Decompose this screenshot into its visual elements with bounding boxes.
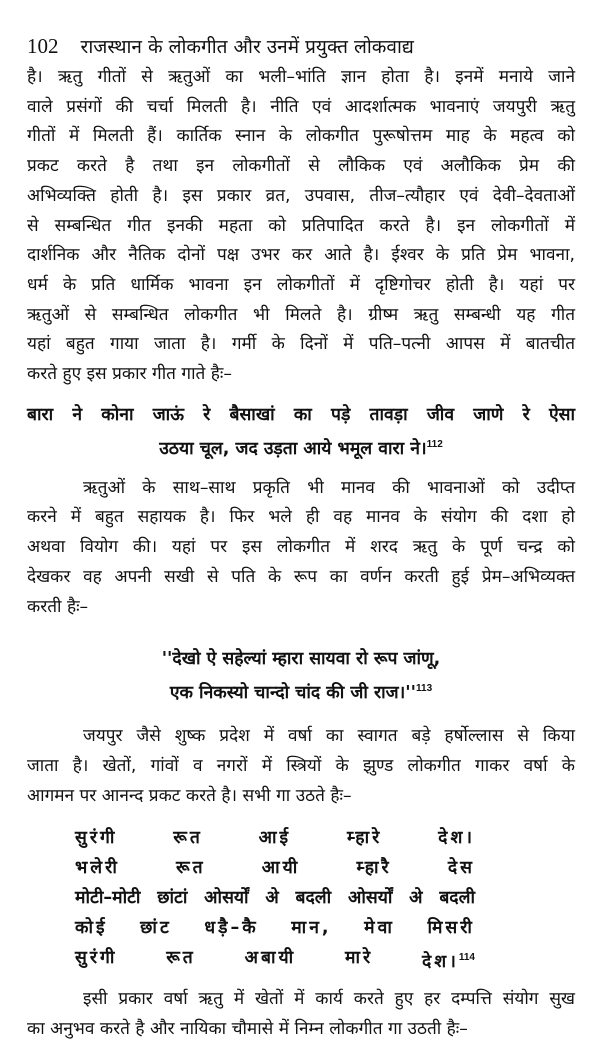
verse-word: सुरंगी (75, 948, 118, 969)
verse-row (75, 913, 475, 943)
footnote-marker: 114 (458, 952, 475, 964)
verse-line-text: उठया चूल, जद उड़ता आये भमूल वारा ने। (159, 438, 427, 459)
verse-line: ''देखो ऐ सहेल्यां म्हारा सायवा रो रूप जांणू, (161, 649, 441, 670)
verse-word: देस (447, 858, 475, 879)
text-line: है। ऋतु गीतों से ऋतुओं का भली–भांति ज्ञान होता है। इनमें मनाये जाने (27, 67, 575, 87)
paragraph-nature-emotions (27, 474, 575, 623)
verse-word: म्हारै (356, 858, 392, 879)
verse-word: मारे (345, 948, 374, 969)
footnote-marker: 113 (416, 683, 433, 695)
text-line: इसी प्रकार वर्षा ऋतु में खेतों में कार्य करते हुए हर दम्पत्ति संयोग सुख (83, 989, 575, 1010)
verse-row (75, 823, 475, 853)
running-title: राजस्थान के लोकगीत और उनमें प्रयुक्त लोकवाद्य (80, 36, 414, 58)
text-line: करती हैः– (27, 596, 89, 617)
verse-word: देश। (422, 952, 459, 973)
verse-rain-song (75, 823, 475, 977)
verse-word: रूत (176, 858, 206, 879)
text-line: ऋतुओं के साथ–साथ प्रकृति भी मानव की भावनाओं को उदीप्त (83, 477, 575, 498)
verse-word: रूत (166, 948, 196, 969)
verse-word: मिसरी (427, 918, 475, 939)
text-line: का अनुभव करते है और नायिका चौमासे में निम्न लोकगीत गा उठती हैः– (27, 1019, 468, 1040)
text-line: करते हुए इस प्रकार गीत गाते हैः– (27, 364, 233, 385)
verse-line-text: एक निकस्यो चान्दो चांद की जी राज।'' (169, 683, 417, 704)
text-line: करने में बहुत सहायक है। फिर भले ही वह मानव के संयोग की दशा हो (27, 507, 575, 528)
text-line: आगमन पर आनन्द प्रकट करते है। सभी गा उठते हैः– (27, 785, 352, 806)
verse-line: बारा ने कोना जाऊं रे बैसाखां का पड़े तावड़ा जीव जाणे रे ऐसा (27, 404, 575, 425)
text-line: देखकर वह अपनी सखी से पति के रूप का वर्णन करती हुई प्रेम–अभिव्यक्त (27, 566, 575, 587)
verse-line (27, 430, 575, 464)
verse-word: आई (258, 828, 292, 849)
verse-line: मोटी–मोटी छांटां ओसर्यों अे बदली ओसर्यों अे बदली (75, 888, 475, 909)
page-number: 102 (27, 34, 59, 58)
verse-row (75, 883, 475, 913)
verse-moon-song (27, 644, 575, 708)
verse-summer-song (27, 400, 575, 464)
verse-word: कोई (75, 918, 108, 939)
footnote-marker: 112 (426, 438, 443, 450)
text-line: ऋतुओं से सम्बन्धित लोकगीत भी मिलते है। ग्रीष्म ऋतु सम्बन्धी यह गीत (27, 304, 575, 325)
verse-word-with-note (422, 943, 475, 977)
text-line: यहां बहुत गाया जाता है। गर्मी के दिनों में पति–पत्नी आपस में बातचीत (27, 334, 575, 355)
verse-word: मान, (291, 918, 332, 939)
verse-word: देश। (438, 828, 475, 849)
verse-word: भलेरी (75, 858, 120, 879)
paragraph-rain-work (27, 985, 575, 1044)
text-line: जाता है। खेतों, गांवों व नगरों में स्त्रियों के झुण्ड लोकगीत गाकर वर्षा के (27, 755, 575, 776)
verse-word: आयी (261, 858, 301, 879)
verse-word: मेवा (364, 918, 395, 939)
text-line: अथवा वियोग की। यहां पर इस लोकगीत में शरद ऋतु के पूर्ण चन्द्र को (27, 537, 575, 558)
text-line: से सम्बन्धित गीत इनकी महता को प्रतिपादित करते है। इन लोकगीतों में (27, 215, 575, 236)
paragraph-seasonal-songs (27, 63, 575, 390)
verse-line (27, 674, 575, 708)
text-line: वाले प्रसंगों की चर्चा मिलती है। नीति एवं आदर्शात्मक भावनाएं जयपुरी ऋतु (27, 96, 575, 117)
book-page (27, 32, 575, 1045)
running-header (27, 32, 575, 61)
verse-row (75, 943, 475, 977)
text-line: धर्म के प्रति धार्मिक भावना इन लोकगीतों में दृष्टिगोचर होती है। यहां पर (27, 274, 575, 295)
text-line: जयपुर जैसे शुष्क प्रदेश में वर्षा का स्वागत बड़े हर्षोल्लास से किया (83, 726, 575, 747)
paragraph-monsoon (27, 722, 575, 811)
verse-word: छांट (140, 918, 172, 939)
verse-word: धड़ै–कै (204, 918, 259, 939)
text-line: दार्शनिक और नैतिक दोनों पक्ष उभर कर आते है। ईश्वर के प्रति प्रेम भावना, (27, 245, 575, 266)
text-line: प्रकट करते है तथा इन लोकगीतों से लौकिक एवं अलौकिक प्रेम की (27, 156, 575, 177)
verse-word: सुरंगी (75, 828, 118, 849)
verse-row (75, 853, 475, 883)
verse-word: अबायी (244, 948, 297, 969)
text-line: गीतों में मिलती हैं। कार्तिक स्नान के लोकगीत पुरूषोत्तम माह के महत्व को (27, 126, 575, 147)
text-line: अभिव्यक्ति होती है। इस प्रकार व्रत, उपवास, तीज–त्यौहार एवं देवी–देवताओं (27, 185, 575, 206)
verse-word: रूत (173, 828, 203, 849)
verse-word: म्हारे (347, 828, 383, 849)
